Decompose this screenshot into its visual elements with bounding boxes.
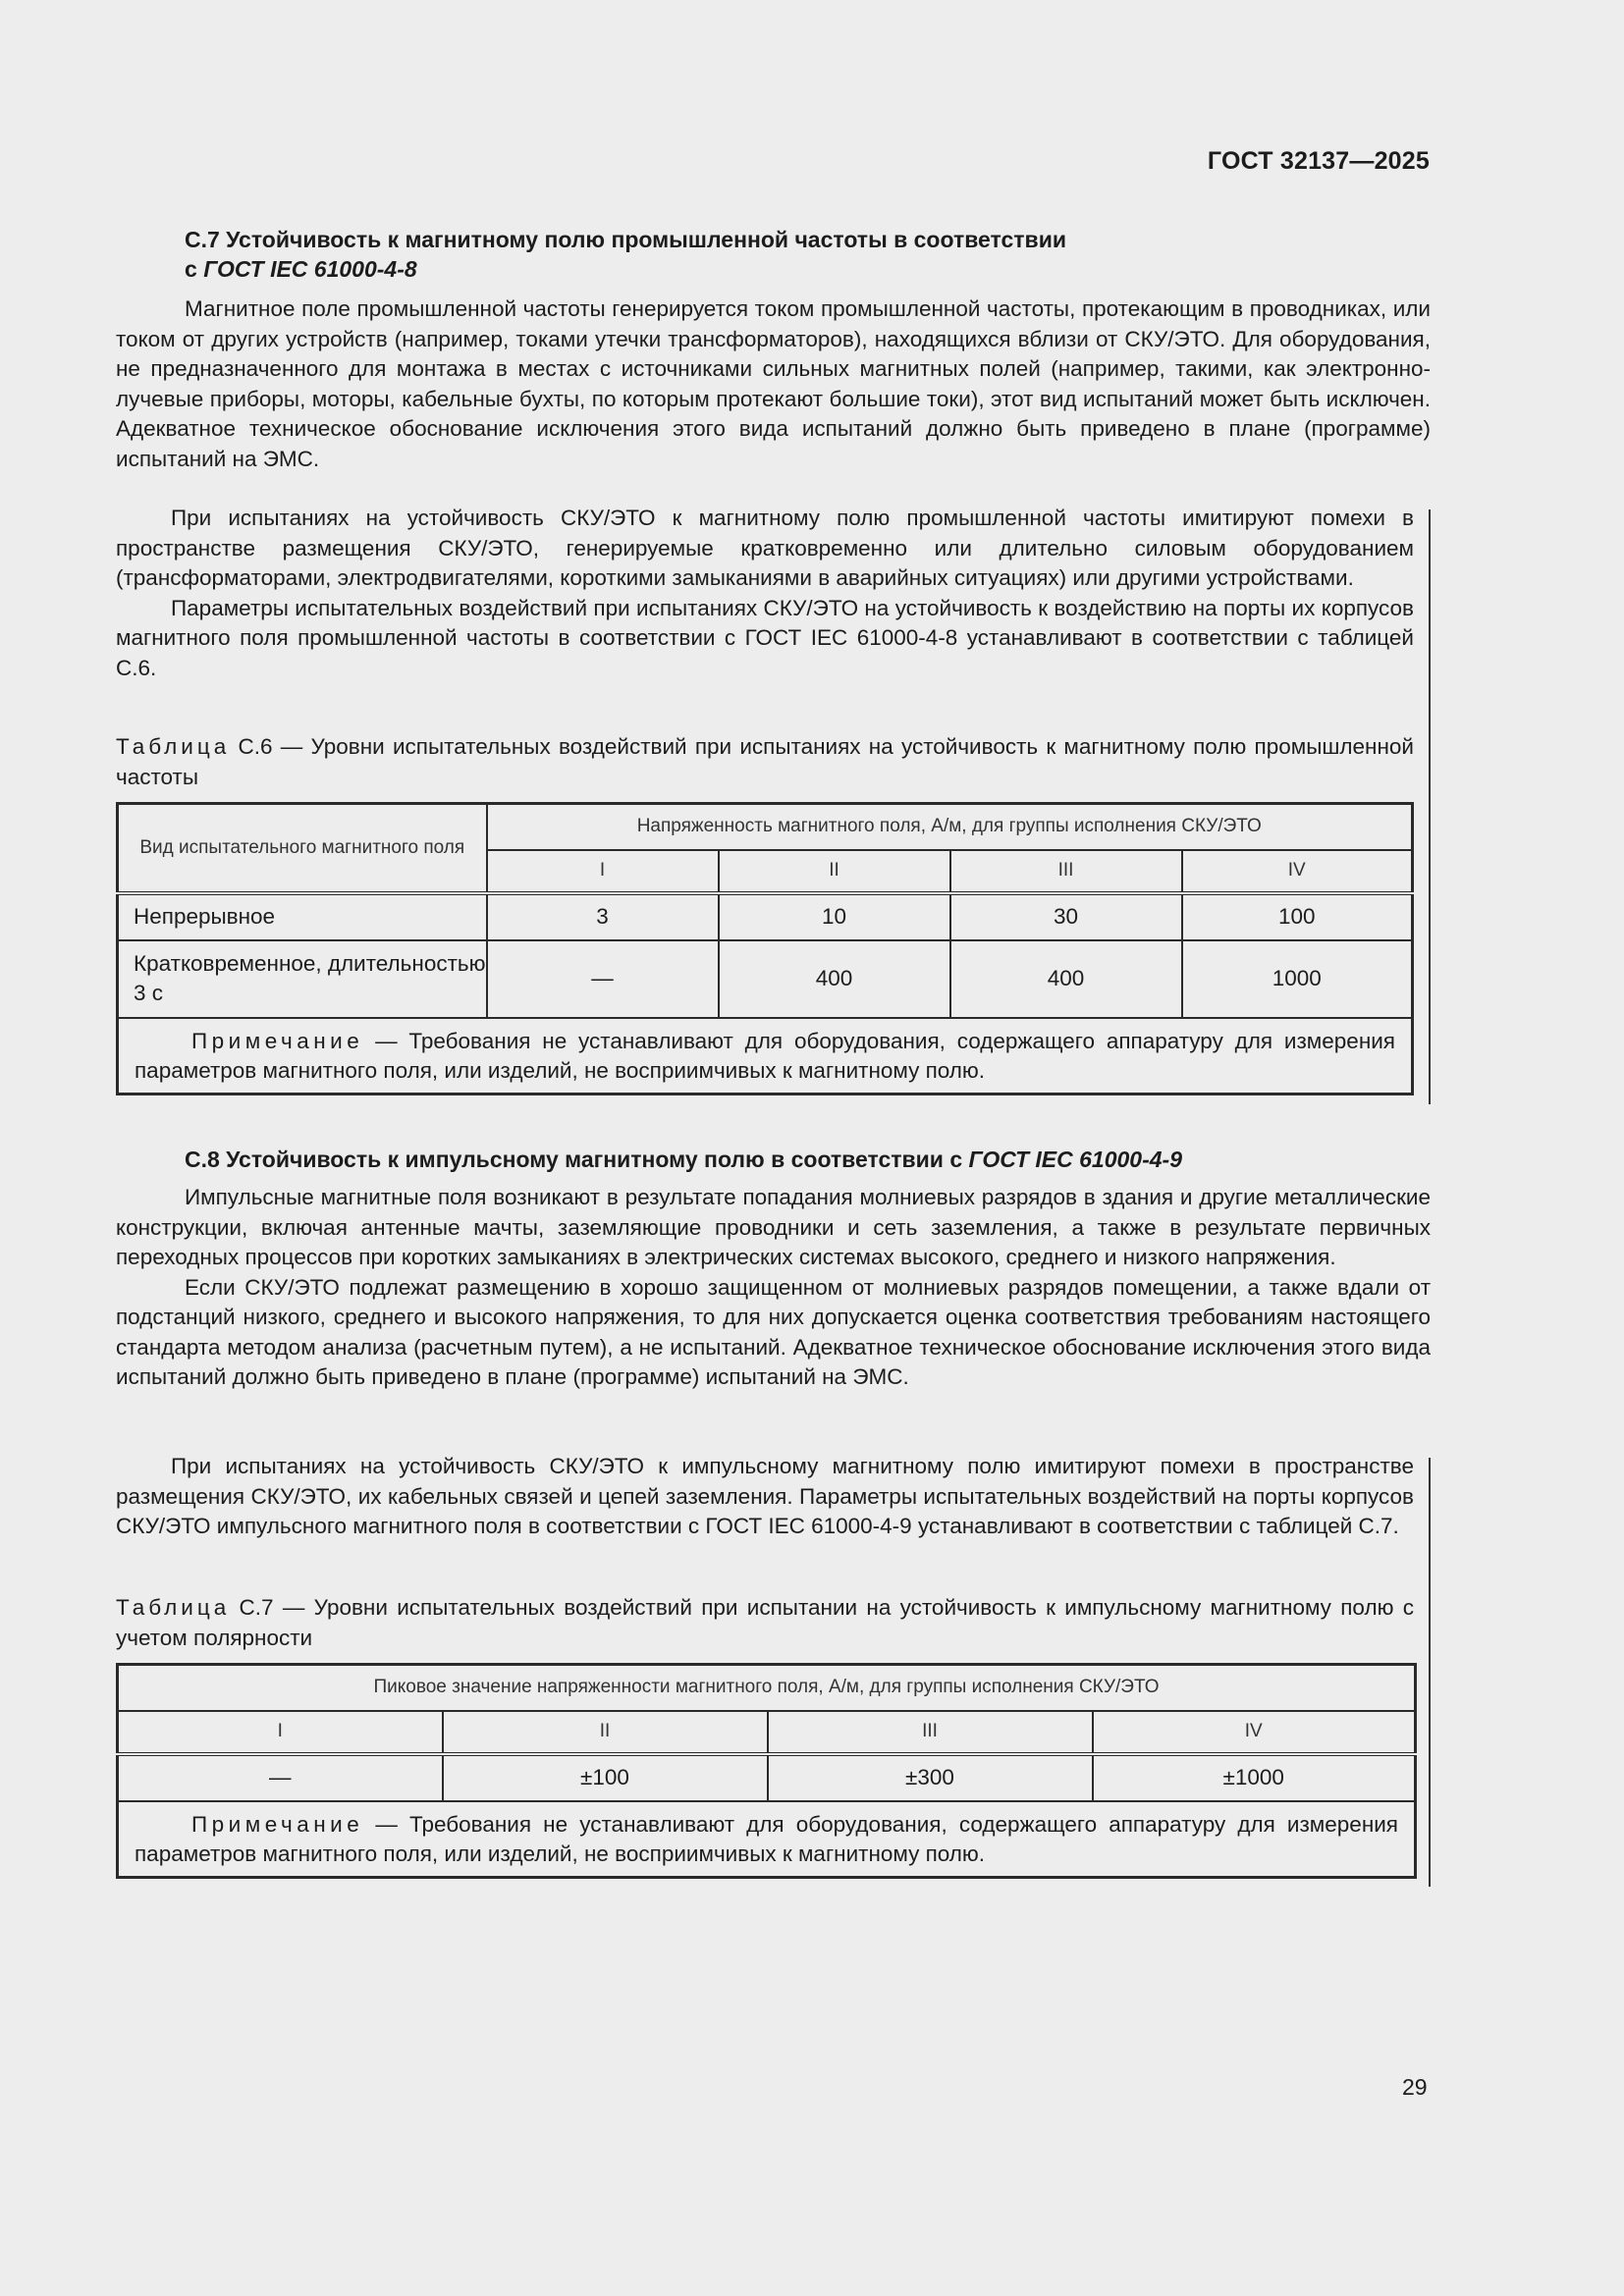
table-c6-caption bbox=[116, 732, 1414, 792]
table-row bbox=[118, 1754, 1416, 1801]
section-c7-title-ref: ГОСТ IEC 61000-4-8 bbox=[203, 256, 417, 282]
table-cell: ±300 bbox=[768, 1754, 1093, 1801]
section-c7-title-line1: С.7 Устойчивость к магнитному полю промышленной частоты в соответствии bbox=[185, 227, 1066, 252]
table-c7-group-1: I bbox=[118, 1711, 443, 1754]
section-c8-title bbox=[185, 1145, 1432, 1174]
table-caption-text: С.7 — Уровни испытательных воздействий при испытании на устойчивость к импульсному магнитному полю с учетом полярности bbox=[116, 1595, 1414, 1650]
table-c7-group-header: Пиковое значение напряженности магнитного поля, А/м, для группы исполнения СКУ/ЭТО bbox=[118, 1665, 1416, 1711]
note-text: — Требования не устанавливают для оборудования, содержащего аппаратуру для измерения параметров магнитного поля, или изделий, не восприимчивых к магнитному полю. bbox=[135, 1811, 1398, 1866]
note-text: — Требования не устанавливают для оборудования, содержащего аппаратуру для измерения параметров магнитного поля, или изделий, не восприимчивых к магнитному полю. bbox=[135, 1028, 1395, 1083]
table-c6-note-row bbox=[118, 1018, 1413, 1095]
change-bar bbox=[1429, 1458, 1431, 1887]
table-cell: — bbox=[118, 1754, 443, 1801]
table-cell: ±1000 bbox=[1093, 1754, 1416, 1801]
table-row bbox=[118, 940, 1413, 1018]
note-label: Примечание bbox=[191, 1811, 364, 1837]
table-cell: 1000 bbox=[1182, 940, 1413, 1018]
table-cell: 400 bbox=[950, 940, 1182, 1018]
table-c6-group-2: II bbox=[719, 850, 950, 893]
table-c6-row1-type: Непрерывное bbox=[118, 893, 487, 940]
table-c7-group-2: II bbox=[443, 1711, 768, 1754]
section-c8-paragraph-3 bbox=[116, 1452, 1414, 1542]
page-number: 29 bbox=[1402, 2074, 1428, 2100]
table-cell: 10 bbox=[719, 893, 950, 940]
table-c6-group-3: III bbox=[950, 850, 1182, 893]
table-c7-caption bbox=[116, 1593, 1414, 1653]
section-c7-title-prefix: с bbox=[185, 256, 204, 282]
table-caption-label: Таблица bbox=[116, 734, 231, 759]
note-label: Примечание bbox=[191, 1028, 364, 1053]
change-bar bbox=[1429, 509, 1431, 1104]
section-c8-paragraphs bbox=[116, 1183, 1431, 1393]
section-c7-title bbox=[185, 225, 1432, 284]
table-caption-label: Таблица bbox=[116, 1595, 231, 1620]
section-c7-paragraph-2 bbox=[116, 504, 1414, 683]
table-c6-group-header: Напряженность магнитного поля, А/м, для группы исполнения СКУ/ЭТО bbox=[487, 804, 1413, 850]
table-c6-note bbox=[118, 1018, 1413, 1095]
table-caption-text: С.6 — Уровни испытательных воздействий при испытаниях на устойчивость к магнитному полю промышленной частоты bbox=[116, 734, 1414, 789]
table-cell: 30 bbox=[950, 893, 1182, 940]
table-c7 bbox=[116, 1663, 1417, 1879]
table-c6-col-type-header: Вид испытательного магнитного поля bbox=[118, 804, 487, 893]
paragraph-text: Импульсные магнитные поля возникают в результате попадания молниевых разрядов в здания и другие металлические конструкции, включая антенные мачты, заземляющие проводники и сеть заземления, а также в результате первичных переходных процессов при коротких замыканиях в электрических системах высокого, среднего и низкого напряжения. bbox=[116, 1185, 1431, 1269]
table-cell: 400 bbox=[719, 940, 950, 1018]
section-c8-title-ref: ГОСТ IEC 61000-4-9 bbox=[968, 1147, 1182, 1172]
paragraph-text: При испытаниях на устойчивость СКУ/ЭТО к импульсному магнитному полю имитируют помехи в пространстве размещения СКУ/ЭТО, их кабельных связей и цепей заземления. Параметры испытательных воздействий на порты корпусов СКУ/ЭТО импульсного магнитного поля в соответствии с ГОСТ IEC 61000-4-9 устанавливают в соответствии с таблицей С.7. bbox=[116, 1454, 1414, 1538]
table-c7-note-row bbox=[118, 1801, 1416, 1878]
table-c6-row2-type: Кратковременное, длительностью 3 с bbox=[118, 940, 487, 1018]
table-c7-note bbox=[118, 1801, 1416, 1878]
document-id-header: ГОСТ 32137—2025 bbox=[1207, 147, 1430, 175]
table-c6 bbox=[116, 802, 1414, 1095]
table-cell: ±100 bbox=[443, 1754, 768, 1801]
table-c6-group-1: I bbox=[487, 850, 719, 893]
table-c6-group-4: IV bbox=[1182, 850, 1413, 893]
paragraph-text: Магнитное поле промышленной частоты генерируется током промышленной частоты, протекающим в проводниках, или током от других устройств (например, токами утечки трансформаторов), находящихся вблизи от СКУ/ЭТО. Для оборудования, не предназначенного для монтажа в местах с источниками сильных магнитных полей (например, такими, как электронно-лучевые приборы, моторы, кабельные бухты, по которым протекают большие токи), этот вид испытаний может быть исключен. Адекватное техническое обоснование исключения этого вида испытаний должно быть приведено в плане (программе) испытаний на ЭМС. bbox=[116, 296, 1431, 471]
paragraph-text: При испытаниях на устойчивость СКУ/ЭТО к магнитному полю промышленной частоты имитируют помехи в пространстве размещения СКУ/ЭТО, генерируемые кратковременно или длительно силовым оборудованием (трансформаторами, электродвигателями, короткими замыканиями в аварийных ситуациях) или другими устройствами. bbox=[116, 506, 1414, 590]
table-cell: — bbox=[487, 940, 719, 1018]
paragraph-text: Параметры испытательных воздействий при испытаниях СКУ/ЭТО на устойчивость к воздействию на порты их корпусов магнитного поля промышленной частоты в соответствии с ГОСТ IEC 61000-4-8 устанавливают в соответствии с таблицей С.6. bbox=[116, 595, 1414, 680]
section-c7-paragraph-1 bbox=[116, 294, 1431, 474]
table-c7-group-4: IV bbox=[1093, 1711, 1416, 1754]
table-cell: 3 bbox=[487, 893, 719, 940]
table-row bbox=[118, 893, 1413, 940]
section-c8-title-prefix: С.8 Устойчивость к импульсному магнитному полю в соответствии с bbox=[185, 1147, 969, 1172]
table-c7-group-3: III bbox=[768, 1711, 1093, 1754]
table-cell: 100 bbox=[1182, 893, 1413, 940]
paragraph-text: Если СКУ/ЭТО подлежат размещению в хорошо защищенном от молниевых разрядов помещении, а также вдали от подстанций низкого, среднего и высокого напряжения, то для них допускается оценка соответствия требованиям настоящего стандарта методом анализа (расчетным путем), а не испытаний. Адекватное техническое обоснование исключения этого вида испытаний должно быть приведено в плане (программе) испытаний на ЭМС. bbox=[116, 1274, 1431, 1389]
